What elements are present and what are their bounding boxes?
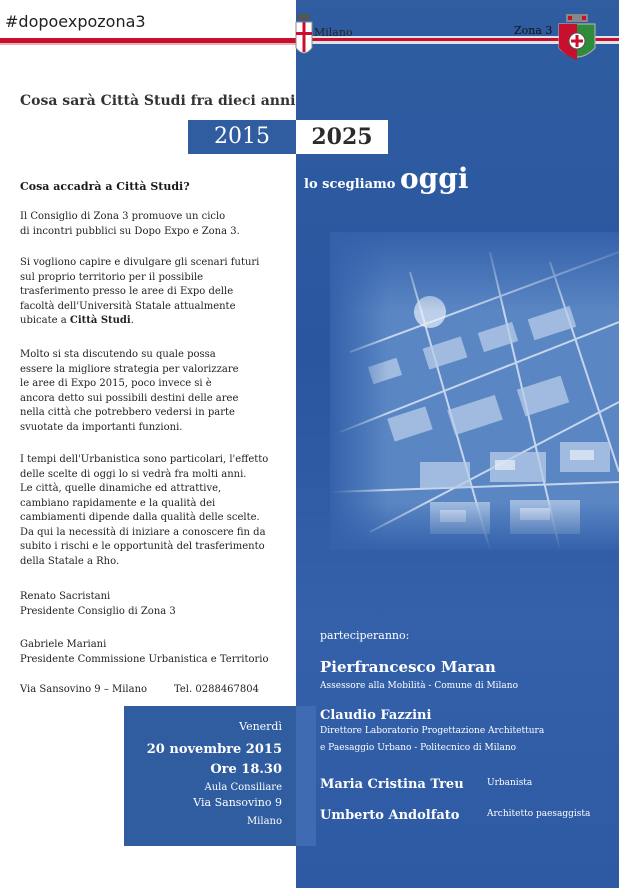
text-line: svuotate da importanti funzioni. <box>20 421 183 433</box>
participant-2 <box>320 708 544 755</box>
text-line: subito i rischi e le opportunità del trasferimento <box>20 541 265 552</box>
text-fragment: ubicate a <box>20 315 70 326</box>
tagline <box>304 162 468 195</box>
participant-role-line-2: e Paesaggio Urbano - Politecnico di Milano <box>320 743 517 753</box>
year-2015: 2015 <box>188 120 296 154</box>
text-line: nella città che potrebbero vedersi in parte <box>20 407 235 418</box>
city-aerial-photo <box>330 232 619 550</box>
participant-role: Architetto paesaggista <box>487 809 591 819</box>
text-line: cambiano rapidamente e la qualità dei <box>20 497 216 509</box>
zona-label: Zona 3 <box>514 24 553 37</box>
text-line: delle scelte di oggi lo si vedrà fra molti anni. <box>20 468 247 480</box>
contact-address: Via Sansovino 9 – Milano <box>20 684 148 695</box>
participant-name: Umberto Andolfato <box>320 808 460 823</box>
contact-line <box>20 683 292 698</box>
intro-question: Cosa accadrà a Città Studi? <box>20 180 190 193</box>
event-city: Milano <box>246 816 282 827</box>
text-line: essere la migliore strategia per valorizzare <box>20 363 239 375</box>
participant-4 <box>320 804 459 823</box>
text-line: facoltà dell'Università Statale attualmente <box>20 300 236 312</box>
signature-name: Gabriele Mariani <box>20 639 107 650</box>
citta-studi-bold: Città Studi <box>69 315 131 326</box>
text-line: cambiamenti dipende dalla qualità delle scelte. <box>20 512 260 523</box>
text-line: sul proprio territorio per il possibile <box>20 271 204 283</box>
participant-1 <box>320 658 518 693</box>
milano-crest-icon <box>294 14 314 66</box>
participants-label: parteciperanno: <box>320 629 410 642</box>
intro-paragraph-1 <box>20 210 292 239</box>
intro-paragraph-4 <box>20 453 292 569</box>
year-2025: 2025 <box>296 120 388 154</box>
event-date: 20 novembre 2015 <box>146 742 282 757</box>
milano-label: Milano <box>314 26 353 39</box>
text-line: ancora detto sui possibili destini delle aree <box>20 392 239 404</box>
event-date-box <box>124 706 296 846</box>
text-line: della Statale a Rho. <box>20 555 120 567</box>
zona-crest-icon <box>556 14 598 66</box>
text-line: Molto si sta discutendo su quale possa <box>20 349 216 360</box>
event-day: Venerdì <box>239 720 282 733</box>
signature-2 <box>20 638 292 667</box>
text-fragment: . <box>130 315 134 326</box>
text-line: Da qui la necessità di iniziare a conoscere fin da <box>20 526 266 538</box>
event-time: Ore 18.30 <box>210 762 282 777</box>
text-line <box>20 314 292 329</box>
intro-paragraph-3 <box>20 348 292 435</box>
signature-1 <box>20 590 292 619</box>
participant-role: Direttore Laboratorio Progettazione Architettura <box>320 726 545 736</box>
participant-role: Urbanista <box>487 778 533 788</box>
text-line: trasferimento presso le aree di Expo delle <box>20 286 234 297</box>
header-pink-stripe <box>0 43 296 45</box>
text-line: Si vogliono capire e divulgare gli scenari futuri <box>20 257 260 268</box>
participant-name: Pierfrancesco Maran <box>320 658 496 676</box>
contact-phone: Tel. 0288467804 <box>174 684 259 695</box>
text-line: I tempi dell'Urbanistica sono particolari, l'effetto <box>20 454 269 465</box>
event-room: Aula Consiliare <box>204 782 282 793</box>
text-line: le aree di Expo 2015, poco invece si è <box>20 378 212 389</box>
event-date-box-accent <box>296 706 316 846</box>
event-street: Via Sansovino 9 <box>193 796 282 809</box>
text-line: Le città, quelle dinamiche ed attrattive, <box>20 483 222 494</box>
text-line: di incontri pubblici su Dopo Expo e Zona 3. <box>20 225 240 237</box>
hashtag: #dopoexpozona3 <box>5 12 146 31</box>
subtitle: Cosa sarà Città Studi fra dieci anni <box>20 93 296 109</box>
participant-name: Claudio Fazzini <box>320 708 432 723</box>
intro-paragraph-2 <box>20 256 292 329</box>
tagline-emphasis: oggi <box>400 162 469 195</box>
signature-role: Presidente Consiglio di Zona 3 <box>20 605 176 617</box>
tagline-prefix: lo scegliamo <box>304 177 396 192</box>
signature-role: Presidente Commissione Urbanistica e Territorio <box>20 653 269 665</box>
participant-3 <box>320 773 464 792</box>
signature-name: Renato Sacristani <box>20 591 111 602</box>
text-line: Il Consiglio di Zona 3 promuove un ciclo <box>20 211 226 222</box>
participant-role: Assessore alla Mobilità - Comune di Milano <box>320 681 519 691</box>
participant-name: Maria Cristina Treu <box>320 777 464 792</box>
